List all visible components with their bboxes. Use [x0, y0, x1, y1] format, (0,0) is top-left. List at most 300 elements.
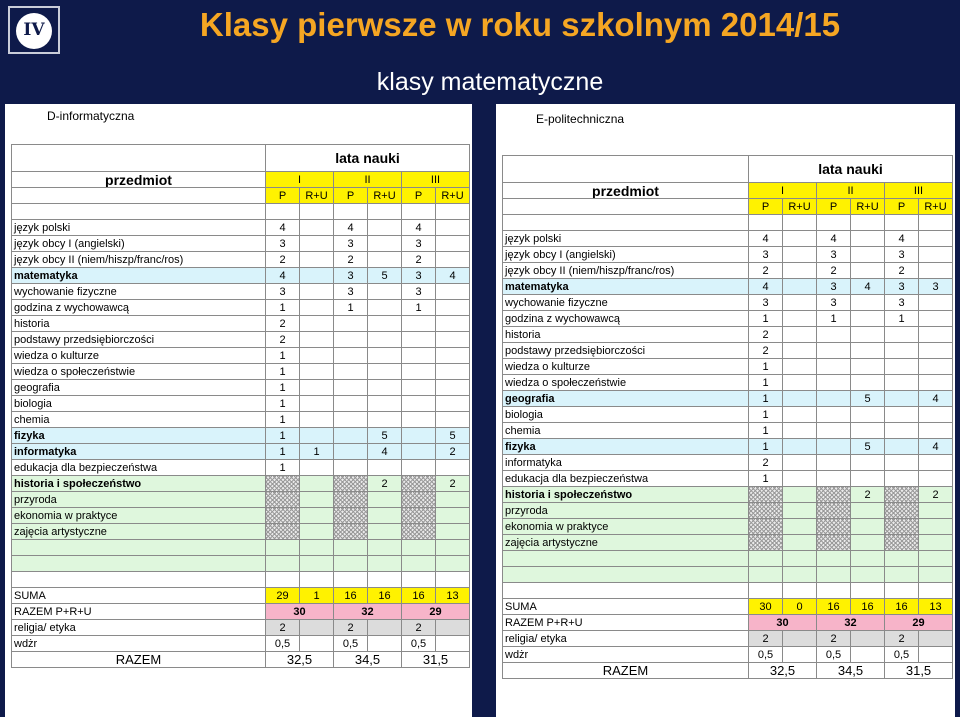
table-cell [436, 540, 470, 556]
logo-text: IV [23, 20, 45, 40]
table-cell [436, 636, 470, 652]
ru-header: R+U [436, 188, 470, 204]
hours-cell: 1 [749, 439, 783, 455]
hours-cell: 4 [402, 220, 436, 236]
table-row [12, 476, 470, 492]
spacer-row [503, 567, 953, 583]
razem-cell: 34,5 [817, 663, 885, 679]
hours-cell: 1 [266, 428, 300, 444]
hours-cell [885, 455, 919, 471]
hours-cell: 1 [266, 396, 300, 412]
table-cell [300, 204, 334, 220]
hours-cell: 1 [749, 407, 783, 423]
hours-cell [300, 412, 334, 428]
year-header: I [749, 183, 817, 199]
hours-cell: 1 [749, 375, 783, 391]
hours-cell [266, 508, 300, 524]
spacer-row [12, 540, 470, 556]
hours-cell: 2 [885, 263, 919, 279]
table-row [503, 503, 953, 519]
hours-cell [402, 380, 436, 396]
table-row [12, 396, 470, 412]
hours-cell [817, 503, 851, 519]
table-row [503, 519, 953, 535]
hours-cell [919, 231, 953, 247]
hours-cell: 2 [334, 252, 368, 268]
hours-cell [919, 407, 953, 423]
subject-name: informatyka [12, 444, 266, 460]
hours-cell [402, 460, 436, 476]
hours-cell: 1 [749, 471, 783, 487]
hours-cell [300, 524, 334, 540]
hours-cell [885, 343, 919, 359]
table-row [12, 508, 470, 524]
p-header: P [266, 188, 300, 204]
table-cell [919, 647, 953, 663]
panel-d [5, 104, 472, 717]
subject-name: godzina z wychowawcą [503, 311, 749, 327]
hours-cell [749, 535, 783, 551]
table-row [12, 460, 470, 476]
p-header: P [885, 199, 919, 215]
table-cell [503, 551, 749, 567]
table-cell [851, 551, 885, 567]
hours-cell [334, 508, 368, 524]
table-cell [266, 556, 300, 572]
subject-name: wiedza o społeczeństwie [12, 364, 266, 380]
hours-cell [851, 535, 885, 551]
hours-cell [919, 311, 953, 327]
hours-cell [300, 396, 334, 412]
wdzr-cell: 0,5 [817, 647, 851, 663]
razem-pru-cell: 29 [402, 604, 470, 620]
hours-cell [919, 295, 953, 311]
subject-name: geografia [503, 391, 749, 407]
header-row [503, 156, 953, 183]
hours-cell: 1 [266, 380, 300, 396]
hours-table [502, 155, 953, 679]
table-cell [817, 215, 851, 231]
table-cell [12, 188, 266, 204]
hours-cell [334, 460, 368, 476]
religia-cell: 2 [749, 631, 783, 647]
hours-cell [885, 519, 919, 535]
table-row [503, 471, 953, 487]
hours-cell [436, 460, 470, 476]
hours-cell [300, 492, 334, 508]
hours-cell [300, 252, 334, 268]
hours-cell [368, 316, 402, 332]
table-cell [919, 567, 953, 583]
table-cell [368, 556, 402, 572]
hours-cell [851, 519, 885, 535]
school-logo [8, 6, 60, 54]
subject-name: historia i społeczeństwo [503, 487, 749, 503]
table-row [12, 284, 470, 300]
hours-cell [851, 295, 885, 311]
table-cell [368, 204, 402, 220]
subject-name: przyroda [12, 492, 266, 508]
hours-cell [436, 220, 470, 236]
table-cell [12, 204, 266, 220]
hours-cell: 3 [402, 236, 436, 252]
hours-cell [436, 380, 470, 396]
table-cell [12, 145, 266, 172]
hours-cell [817, 391, 851, 407]
subject-name: przyroda [503, 503, 749, 519]
religia-cell: 2 [402, 620, 436, 636]
suma-cell: 29 [266, 588, 300, 604]
hours-cell [783, 295, 817, 311]
year-header: II [817, 183, 885, 199]
religia-cell: 2 [266, 620, 300, 636]
hours-cell [817, 455, 851, 471]
table-cell [783, 647, 817, 663]
table-cell [817, 583, 851, 599]
hours-cell: 5 [368, 268, 402, 284]
wdzr-row [503, 647, 953, 663]
hours-cell: 3 [817, 295, 851, 311]
hours-cell: 4 [817, 231, 851, 247]
hours-cell: 5 [851, 439, 885, 455]
subject-name: historia [503, 327, 749, 343]
hours-cell [783, 375, 817, 391]
table-row [503, 407, 953, 423]
hours-cell: 1 [266, 412, 300, 428]
hours-cell: 1 [266, 348, 300, 364]
table-cell [783, 215, 817, 231]
razem-cell: 32,5 [749, 663, 817, 679]
table-row [503, 295, 953, 311]
hours-cell: 3 [885, 279, 919, 295]
hours-cell [851, 247, 885, 263]
hours-cell [402, 316, 436, 332]
table-row [503, 375, 953, 391]
table-cell [885, 551, 919, 567]
suma-cell: 16 [402, 588, 436, 604]
hours-cell [919, 535, 953, 551]
hours-cell [817, 407, 851, 423]
table-cell [783, 567, 817, 583]
table-cell [749, 567, 783, 583]
hours-cell [300, 332, 334, 348]
table-row [503, 263, 953, 279]
hours-cell: 4 [368, 444, 402, 460]
hours-cell [300, 476, 334, 492]
table-cell [851, 647, 885, 663]
table-cell [12, 572, 266, 588]
subject-name: historia [12, 316, 266, 332]
hours-cell [402, 476, 436, 492]
table-cell [334, 204, 368, 220]
hours-cell: 2 [368, 476, 402, 492]
table-row [503, 439, 953, 455]
hours-cell [783, 487, 817, 503]
hours-cell: 1 [334, 300, 368, 316]
hours-cell: 2 [817, 263, 851, 279]
hours-cell [783, 503, 817, 519]
religia-label: religia/ etyka [12, 620, 266, 636]
hours-cell [851, 311, 885, 327]
subject-name: biologia [12, 396, 266, 412]
table-cell [817, 551, 851, 567]
table-row [503, 423, 953, 439]
hours-cell [851, 359, 885, 375]
hours-cell [436, 284, 470, 300]
hours-cell [783, 311, 817, 327]
hours-cell [851, 471, 885, 487]
hours-cell [436, 396, 470, 412]
wdzr-label: wdżr [503, 647, 749, 663]
hours-cell [334, 492, 368, 508]
table-cell [368, 540, 402, 556]
table-cell [885, 215, 919, 231]
header-row [12, 172, 470, 188]
p-header: P [749, 199, 783, 215]
year-header: III [885, 183, 953, 199]
table-row [503, 279, 953, 295]
table-cell [919, 215, 953, 231]
subject-name: wiedza o kulturze [503, 359, 749, 375]
hours-cell [368, 460, 402, 476]
p-header: P [402, 188, 436, 204]
razem-pru-cell: 32 [334, 604, 402, 620]
religia-label: religia/ etyka [503, 631, 749, 647]
hours-cell [783, 423, 817, 439]
table-cell [402, 572, 436, 588]
table-cell [783, 631, 817, 647]
table-title: D-informatyczna [47, 109, 135, 123]
hours-cell [436, 508, 470, 524]
hours-cell [266, 524, 300, 540]
hours-cell [817, 359, 851, 375]
religia-cell: 2 [334, 620, 368, 636]
subject-name: ekonomia w praktyce [503, 519, 749, 535]
hours-cell [436, 364, 470, 380]
hours-cell: 5 [851, 391, 885, 407]
table-row [503, 311, 953, 327]
table-cell [851, 583, 885, 599]
table-row [12, 348, 470, 364]
razem-pru-cell: 30 [266, 604, 334, 620]
hours-cell: 4 [885, 231, 919, 247]
hours-cell [300, 236, 334, 252]
table-row [503, 487, 953, 503]
hours-cell [436, 332, 470, 348]
hours-cell [402, 364, 436, 380]
suma-cell: 16 [851, 599, 885, 615]
hours-cell [851, 423, 885, 439]
hours-cell [817, 519, 851, 535]
hours-cell: 3 [402, 284, 436, 300]
hours-cell: 3 [266, 236, 300, 252]
hours-cell [334, 428, 368, 444]
hours-cell: 4 [334, 220, 368, 236]
hours-cell: 3 [885, 247, 919, 263]
header-row [503, 199, 953, 215]
hours-cell [817, 487, 851, 503]
hours-cell [300, 364, 334, 380]
hours-cell [919, 455, 953, 471]
razem-pru-cell: 32 [817, 615, 885, 631]
table-title: E-politechniczna [536, 112, 625, 126]
hours-cell [300, 284, 334, 300]
hours-cell [436, 316, 470, 332]
hours-cell: 3 [266, 284, 300, 300]
subject-name: matematyka [12, 268, 266, 284]
hours-cell [885, 359, 919, 375]
subject-name: wiedza o kulturze [12, 348, 266, 364]
hours-cell: 4 [266, 268, 300, 284]
table-row [12, 220, 470, 236]
hours-cell [334, 348, 368, 364]
hours-cell [885, 407, 919, 423]
hours-cell [368, 380, 402, 396]
hours-cell: 1 [749, 423, 783, 439]
table-cell [503, 199, 749, 215]
hours-cell [300, 300, 334, 316]
hours-cell [783, 279, 817, 295]
razem-pru-label: RAZEM P+R+U [12, 604, 266, 620]
hours-cell [919, 423, 953, 439]
hours-cell [919, 263, 953, 279]
hours-cell [851, 407, 885, 423]
page-title: Klasy pierwsze w roku szkolnym 2014/15 [199, 6, 841, 43]
table-row [12, 492, 470, 508]
subject-name: matematyka [503, 279, 749, 295]
przedmiot-header: przedmiot [12, 172, 266, 188]
hours-cell: 1 [266, 460, 300, 476]
przedmiot-header: przedmiot [503, 183, 749, 199]
table-cell [368, 620, 402, 636]
suma-row [12, 588, 470, 604]
hours-cell: 3 [749, 247, 783, 263]
page-subtitle: klasy matematyczne [376, 68, 604, 96]
hours-cell [919, 503, 953, 519]
table-cell [334, 572, 368, 588]
year-header: II [334, 172, 402, 188]
wdzr-cell: 0,5 [885, 647, 919, 663]
hours-cell: 1 [817, 311, 851, 327]
subject-name: chemia [503, 423, 749, 439]
header-row [503, 183, 953, 199]
suma-cell: 16 [334, 588, 368, 604]
subject-name: wychowanie fizyczne [503, 295, 749, 311]
suma-row [503, 599, 953, 615]
hours-cell [783, 407, 817, 423]
hours-cell: 3 [334, 268, 368, 284]
razem-pru-cell: 30 [749, 615, 817, 631]
razem-pru-cell: 29 [885, 615, 953, 631]
hours-cell: 1 [749, 311, 783, 327]
subject-name: język obcy II (niem/hiszp/franc/ros) [503, 263, 749, 279]
table-row [12, 268, 470, 284]
hours-cell [436, 348, 470, 364]
table-cell [334, 556, 368, 572]
subject-name: fizyka [503, 439, 749, 455]
religia-row [12, 620, 470, 636]
hours-cell [300, 348, 334, 364]
table-cell [266, 204, 300, 220]
hours-cell: 4 [266, 220, 300, 236]
hours-cell [300, 268, 334, 284]
hours-cell [436, 300, 470, 316]
hours-cell [919, 471, 953, 487]
hours-cell: 1 [402, 300, 436, 316]
hours-cell [817, 535, 851, 551]
ru-header: R+U [851, 199, 885, 215]
table-cell [503, 567, 749, 583]
table-cell [266, 572, 300, 588]
suma-cell: 1 [300, 588, 334, 604]
table-cell [368, 572, 402, 588]
hours-cell: 3 [334, 236, 368, 252]
subject-name: edukacja dla bezpieczeństwa [12, 460, 266, 476]
table-row [503, 535, 953, 551]
subject-name: język polski [503, 231, 749, 247]
hours-cell [402, 396, 436, 412]
religia-cell: 2 [817, 631, 851, 647]
hours-cell: 3 [749, 295, 783, 311]
hours-cell [368, 508, 402, 524]
hours-cell [266, 476, 300, 492]
religia-cell: 2 [885, 631, 919, 647]
hours-cell [783, 247, 817, 263]
hours-cell [817, 423, 851, 439]
hours-cell: 3 [817, 247, 851, 263]
table-cell [436, 620, 470, 636]
hours-cell: 1 [266, 300, 300, 316]
table-cell [885, 583, 919, 599]
subject-name: wychowanie fizyczne [12, 284, 266, 300]
hours-cell: 2 [851, 487, 885, 503]
subject-name: godzina z wychowawcą [12, 300, 266, 316]
subject-name: wiedza o społeczeństwie [503, 375, 749, 391]
razem-row [12, 652, 470, 668]
hours-cell: 2 [266, 252, 300, 268]
ru-header: R+U [783, 199, 817, 215]
hours-cell [436, 524, 470, 540]
subject-name: zajęcia artystyczne [12, 524, 266, 540]
subject-name: biologia [503, 407, 749, 423]
table-cell [12, 540, 266, 556]
hours-cell [300, 508, 334, 524]
hours-cell [300, 460, 334, 476]
razem-cell: 31,5 [885, 663, 953, 679]
hours-cell [919, 519, 953, 535]
suma-cell: 16 [885, 599, 919, 615]
spacer-row [12, 204, 470, 220]
table-row [503, 455, 953, 471]
hours-cell [783, 327, 817, 343]
razem-pru-label: RAZEM P+R+U [503, 615, 749, 631]
hours-cell [300, 316, 334, 332]
hours-cell [885, 439, 919, 455]
hours-cell [919, 343, 953, 359]
hours-cell [436, 412, 470, 428]
panel-e [496, 104, 955, 717]
hours-cell: 1 [885, 311, 919, 327]
hours-cell [334, 524, 368, 540]
table-cell [368, 636, 402, 652]
subject-name: informatyka [503, 455, 749, 471]
table-cell [402, 556, 436, 572]
hours-cell: 1 [266, 444, 300, 460]
hours-cell [334, 332, 368, 348]
hours-cell: 5 [368, 428, 402, 444]
razem-row [503, 663, 953, 679]
hours-cell [368, 492, 402, 508]
